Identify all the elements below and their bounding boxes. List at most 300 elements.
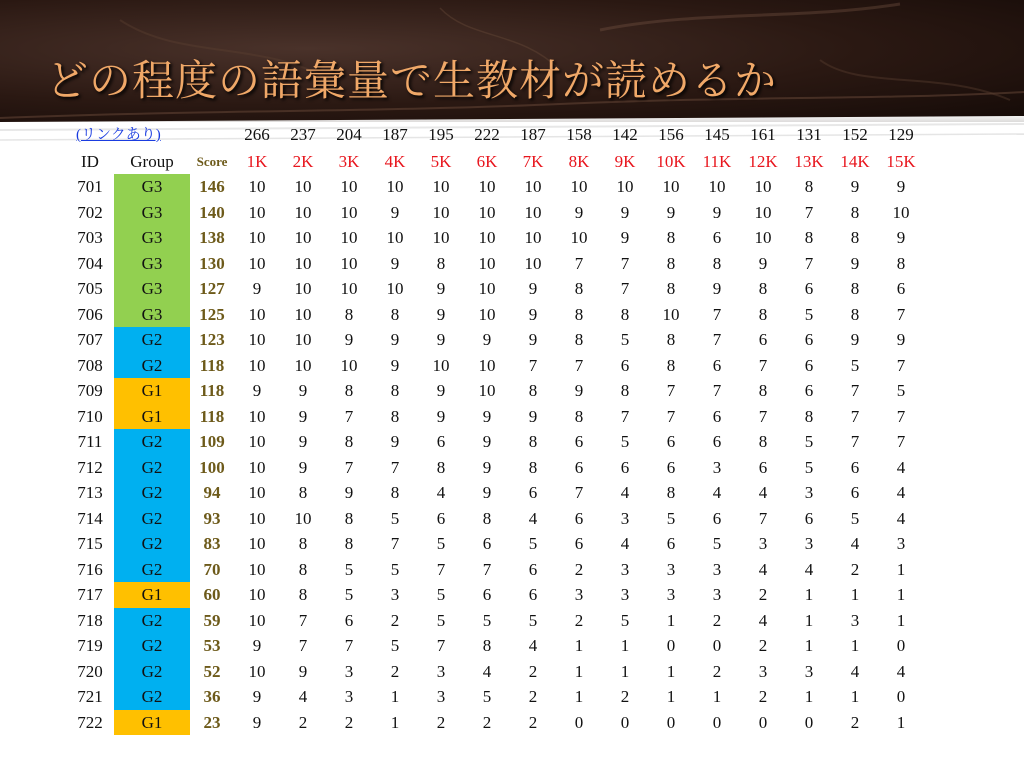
value-cell: 0 [804,712,814,732]
value-cell: 6 [804,508,814,528]
value-cell: 2 [390,661,400,681]
score-cell: 83 [203,534,221,553]
value-cell: 10 [478,228,496,247]
score-cell: 100 [199,457,225,477]
value-cell: 7 [758,406,768,426]
value-cell: 0 [620,712,630,732]
value-cell: 8 [574,304,584,324]
value-cell: 3 [804,483,814,502]
table-row [66,174,924,200]
value-cell: 8 [390,483,400,502]
value-cell: 6 [666,534,676,553]
value-cell: 5 [896,381,906,400]
value-cell: 10 [294,202,312,222]
count-header: 204 [336,125,362,144]
value-cell: 0 [712,712,722,732]
value-cell: 6 [758,457,768,477]
value-cell: 2 [390,610,400,630]
value-cell: 8 [804,177,814,196]
value-cell: 9 [896,228,906,247]
value-cell: 9 [390,253,400,273]
value-cell: 4 [758,610,768,630]
value-cell: 9 [390,355,400,375]
value-cell: 9 [666,202,676,222]
value-cell: 9 [298,661,308,681]
student-id: 704 [77,253,103,273]
value-cell: 8 [482,508,492,528]
value-cell: 8 [850,279,860,298]
value-cell: 10 [248,304,266,324]
value-cell: 2 [344,712,354,732]
table-row [66,659,924,685]
value-cell: 5 [850,508,860,528]
value-cell: 6 [712,406,722,426]
level-header: 13K [794,151,824,171]
vocabulary-score-table [66,121,924,735]
value-cell: 7 [804,253,814,273]
value-cell: 10 [708,177,726,196]
student-id: 706 [77,304,103,324]
student-id: 712 [77,457,103,477]
value-cell: 10 [478,177,496,196]
value-cell: 9 [482,330,492,349]
count-header: 129 [888,125,914,144]
value-cell: 9 [896,177,906,196]
value-cell: 3 [850,610,860,630]
value-cell: 4 [528,636,538,655]
value-cell: 1 [574,661,584,681]
value-cell: 8 [666,228,676,247]
value-cell: 8 [344,432,354,451]
student-id: 721 [77,687,103,706]
value-cell: 4 [896,457,906,477]
value-cell: 3 [896,534,906,553]
value-cell: 1 [804,610,814,630]
value-cell: 6 [574,508,584,528]
table-row [66,251,924,277]
value-cell: 7 [436,636,446,655]
value-cell: 8 [850,202,860,222]
value-cell: 10 [248,661,266,681]
value-cell: 8 [436,457,446,477]
value-cell: 8 [298,559,308,579]
table-row [66,353,924,379]
score-cell: 130 [199,253,225,273]
value-cell: 7 [850,381,860,400]
value-cell: 5 [528,534,538,553]
table-row [66,200,924,226]
value-cell: 5 [344,585,354,604]
value-cell: 2 [850,712,860,732]
value-cell: 7 [896,304,906,324]
header-id: ID [81,151,99,171]
student-id: 718 [77,610,103,630]
value-cell: 1 [850,636,860,655]
group-cell: G3 [114,276,190,302]
value-cell: 7 [574,355,584,375]
score-cell: 138 [199,228,225,247]
value-cell: 2 [528,661,538,681]
value-cell: 1 [712,687,722,706]
value-cell: 8 [344,508,354,528]
value-cell: 10 [340,355,358,375]
value-cell: 7 [896,406,906,426]
value-cell: 7 [620,406,630,426]
value-cell: 3 [620,559,630,579]
value-cell: 9 [436,330,446,349]
value-cell: 1 [804,636,814,655]
value-cell: 9 [482,457,492,477]
value-cell: 9 [390,432,400,451]
value-cell: 8 [758,432,768,451]
value-cell: 10 [386,177,404,196]
value-cell: 10 [432,355,450,375]
value-cell: 1 [896,712,906,732]
value-cell: 9 [252,636,262,655]
value-cell: 9 [298,432,308,451]
value-cell: 10 [340,228,358,247]
value-cell: 10 [892,202,910,222]
value-cell: 4 [620,534,630,553]
group-cell: G2 [114,480,190,506]
value-cell: 9 [574,381,584,400]
level-header: 4K [384,151,406,171]
value-cell: 5 [436,534,446,553]
reference-link[interactable]: (リンクあり) [76,127,161,143]
value-cell: 7 [390,457,400,477]
group-cell: G1 [114,710,190,736]
value-cell: 4 [712,483,722,502]
value-cell: 6 [712,228,722,247]
group-cell: G3 [114,302,190,328]
value-cell: 4 [436,483,446,502]
score-cell: 59 [203,610,221,630]
group-cell: G2 [114,353,190,379]
level-header: 11K [702,151,732,171]
value-cell: 10 [248,406,266,426]
value-cell: 9 [850,330,860,349]
value-cell: 10 [524,177,542,196]
student-id: 707 [77,330,103,349]
student-id: 702 [77,202,103,222]
value-cell: 3 [758,534,768,553]
value-cell: 6 [344,610,354,630]
value-cell: 6 [804,279,814,298]
count-header: 158 [566,125,592,144]
value-cell: 6 [712,355,722,375]
value-cell: 2 [574,559,584,579]
table-row [66,404,924,430]
value-cell: 3 [712,585,722,604]
value-cell: 2 [758,636,768,655]
value-cell: 2 [574,610,584,630]
student-id: 705 [77,279,103,298]
level-header: 7K [522,151,544,171]
table-row [66,429,924,455]
value-cell: 6 [850,457,860,477]
value-cell: 10 [340,177,358,196]
value-cell: 10 [294,228,312,247]
slide-title: どの程度の語彙量で生教材が読めるか [46,56,778,105]
value-cell: 5 [666,508,676,528]
table-row [66,582,924,608]
value-cell: 2 [712,661,722,681]
value-cell: 7 [574,483,584,502]
student-id: 711 [77,432,103,451]
group-cell: G2 [114,506,190,532]
value-cell: 9 [620,228,630,247]
count-header: 145 [704,125,730,144]
table-row [66,608,924,634]
value-cell: 10 [294,253,312,273]
score-cell: 23 [203,712,221,732]
group-cell: G1 [114,404,190,430]
value-cell: 7 [344,457,354,477]
value-cell: 4 [298,687,308,706]
value-cell: 8 [344,381,354,400]
value-cell: 9 [390,202,400,222]
slide-header-banner [0,0,1024,122]
value-cell: 8 [344,304,354,324]
value-cell: 4 [850,534,860,553]
student-id: 709 [77,381,103,400]
value-cell: 10 [294,304,312,324]
value-cell: 10 [248,559,266,579]
value-cell: 8 [666,355,676,375]
value-cell: 3 [712,559,722,579]
student-id: 703 [77,228,103,247]
value-cell: 1 [804,687,814,706]
value-cell: 2 [758,687,768,706]
value-cell: 8 [850,304,860,324]
value-cell: 8 [666,330,676,349]
value-cell: 10 [248,177,266,196]
value-cell: 7 [896,432,906,451]
value-cell: 1 [804,585,814,604]
value-cell: 1 [574,636,584,655]
value-cell: 2 [528,687,538,706]
value-cell: 1 [850,585,860,604]
value-cell: 1 [620,661,630,681]
value-cell: 1 [390,712,400,732]
group-cell: G2 [114,608,190,634]
student-id: 720 [77,661,103,681]
value-cell: 5 [482,687,492,706]
group-cell: G2 [114,659,190,685]
level-header: 12K [748,151,778,171]
value-cell: 7 [344,406,354,426]
value-cell: 7 [896,355,906,375]
value-cell: 9 [620,202,630,222]
value-cell: 8 [436,253,446,273]
table-row [66,378,924,404]
value-cell: 6 [528,585,538,604]
value-cell: 5 [390,636,400,655]
value-cell: 6 [620,355,630,375]
value-cell: 1 [666,661,676,681]
value-cell: 10 [294,279,312,298]
value-cell: 6 [804,330,814,349]
value-cell: 7 [574,253,584,273]
value-cell: 5 [620,330,630,349]
value-cell: 4 [482,661,492,681]
score-cell: 52 [203,661,221,681]
value-cell: 8 [804,406,814,426]
value-cell: 9 [712,202,722,222]
value-cell: 10 [248,457,266,477]
value-cell: 6 [528,483,538,502]
value-cell: 10 [616,177,634,196]
table-row [66,557,924,583]
score-cell: 70 [203,559,221,579]
value-cell: 7 [620,279,630,298]
level-header: 8K [568,151,590,171]
score-cell: 127 [199,279,225,298]
value-cell: 10 [662,177,680,196]
group-cell: G2 [114,684,190,710]
score-cell: 60 [203,585,221,604]
value-cell: 3 [712,457,722,477]
value-cell: 1 [666,687,676,706]
value-cell: 10 [432,177,450,196]
value-cell: 9 [252,712,262,732]
value-cell: 10 [432,202,450,222]
value-cell: 8 [298,585,308,604]
table-row [66,302,924,328]
value-cell: 10 [248,432,266,451]
column-header-row [66,149,924,175]
score-cell: 118 [199,406,225,426]
value-cell: 8 [344,534,354,553]
value-cell: 10 [248,610,266,630]
value-cell: 10 [248,585,266,604]
value-cell: 9 [850,177,860,196]
score-cell: 109 [199,432,225,451]
value-cell: 9 [436,279,446,298]
count-header: 161 [750,125,776,144]
group-cell: G2 [114,633,190,659]
value-cell: 1 [850,687,860,706]
value-cell: 10 [754,202,772,222]
value-cell: 0 [712,636,722,655]
value-cell: 0 [758,712,768,732]
student-id: 701 [77,177,103,196]
value-cell: 8 [758,381,768,400]
student-id: 714 [77,508,103,528]
value-cell: 2 [850,559,860,579]
value-cell: 7 [712,330,722,349]
value-cell: 9 [390,330,400,349]
level-header: 2K [292,151,314,171]
value-cell: 8 [896,253,906,273]
table-row [66,633,924,659]
value-cell: 6 [574,457,584,477]
value-cell: 0 [666,636,676,655]
value-cell: 8 [390,381,400,400]
value-cell: 7 [344,636,354,655]
count-header: 152 [842,125,868,144]
value-cell: 10 [478,355,496,375]
level-header: 3K [338,151,360,171]
value-cell: 9 [344,330,354,349]
level-header: 10K [656,151,686,171]
count-header: 222 [474,125,500,144]
value-cell: 4 [620,483,630,502]
level-header: 14K [840,151,870,171]
score-cell: 118 [199,381,225,400]
value-cell: 9 [298,381,308,400]
value-cell: 0 [896,636,906,655]
student-id: 716 [77,559,103,579]
value-cell: 10 [386,228,404,247]
group-cell: G3 [114,200,190,226]
group-cell: G2 [114,429,190,455]
value-cell: 3 [620,508,630,528]
value-cell: 7 [850,432,860,451]
value-cell: 3 [574,585,584,604]
value-cell: 3 [666,585,676,604]
value-cell: 8 [850,228,860,247]
group-cell: G3 [114,174,190,200]
value-cell: 10 [248,253,266,273]
value-cell: 10 [248,202,266,222]
value-cell: 7 [804,202,814,222]
value-cell: 9 [528,330,538,349]
value-cell: 10 [662,304,680,324]
group-cell: G2 [114,455,190,481]
value-cell: 8 [666,483,676,502]
count-header-row [66,121,924,149]
value-cell: 8 [390,304,400,324]
value-cell: 7 [666,406,676,426]
group-cell: G1 [114,378,190,404]
value-cell: 4 [528,508,538,528]
value-cell: 6 [436,508,446,528]
value-cell: 5 [344,559,354,579]
value-cell: 9 [252,279,262,298]
value-cell: 9 [528,304,538,324]
value-cell: 10 [570,228,588,247]
value-cell: 9 [528,406,538,426]
group-cell: G3 [114,251,190,277]
value-cell: 6 [804,355,814,375]
group-cell: G2 [114,327,190,353]
student-id: 708 [77,355,103,375]
table-row [66,480,924,506]
value-cell: 10 [754,177,772,196]
group-cell: G2 [114,557,190,583]
value-cell: 7 [712,381,722,400]
value-cell: 8 [666,279,676,298]
value-cell: 8 [758,279,768,298]
value-cell: 8 [298,483,308,502]
value-cell: 5 [482,610,492,630]
value-cell: 8 [804,228,814,247]
score-cell: 53 [203,636,221,655]
value-cell: 10 [524,253,542,273]
level-header: 6K [476,151,498,171]
value-cell: 5 [850,355,860,375]
value-cell: 10 [524,228,542,247]
value-cell: 4 [850,661,860,681]
value-cell: 6 [482,585,492,604]
value-cell: 10 [248,228,266,247]
student-id: 719 [77,636,103,655]
table-row [66,455,924,481]
value-cell: 8 [666,253,676,273]
table-row [66,327,924,353]
value-cell: 8 [298,534,308,553]
